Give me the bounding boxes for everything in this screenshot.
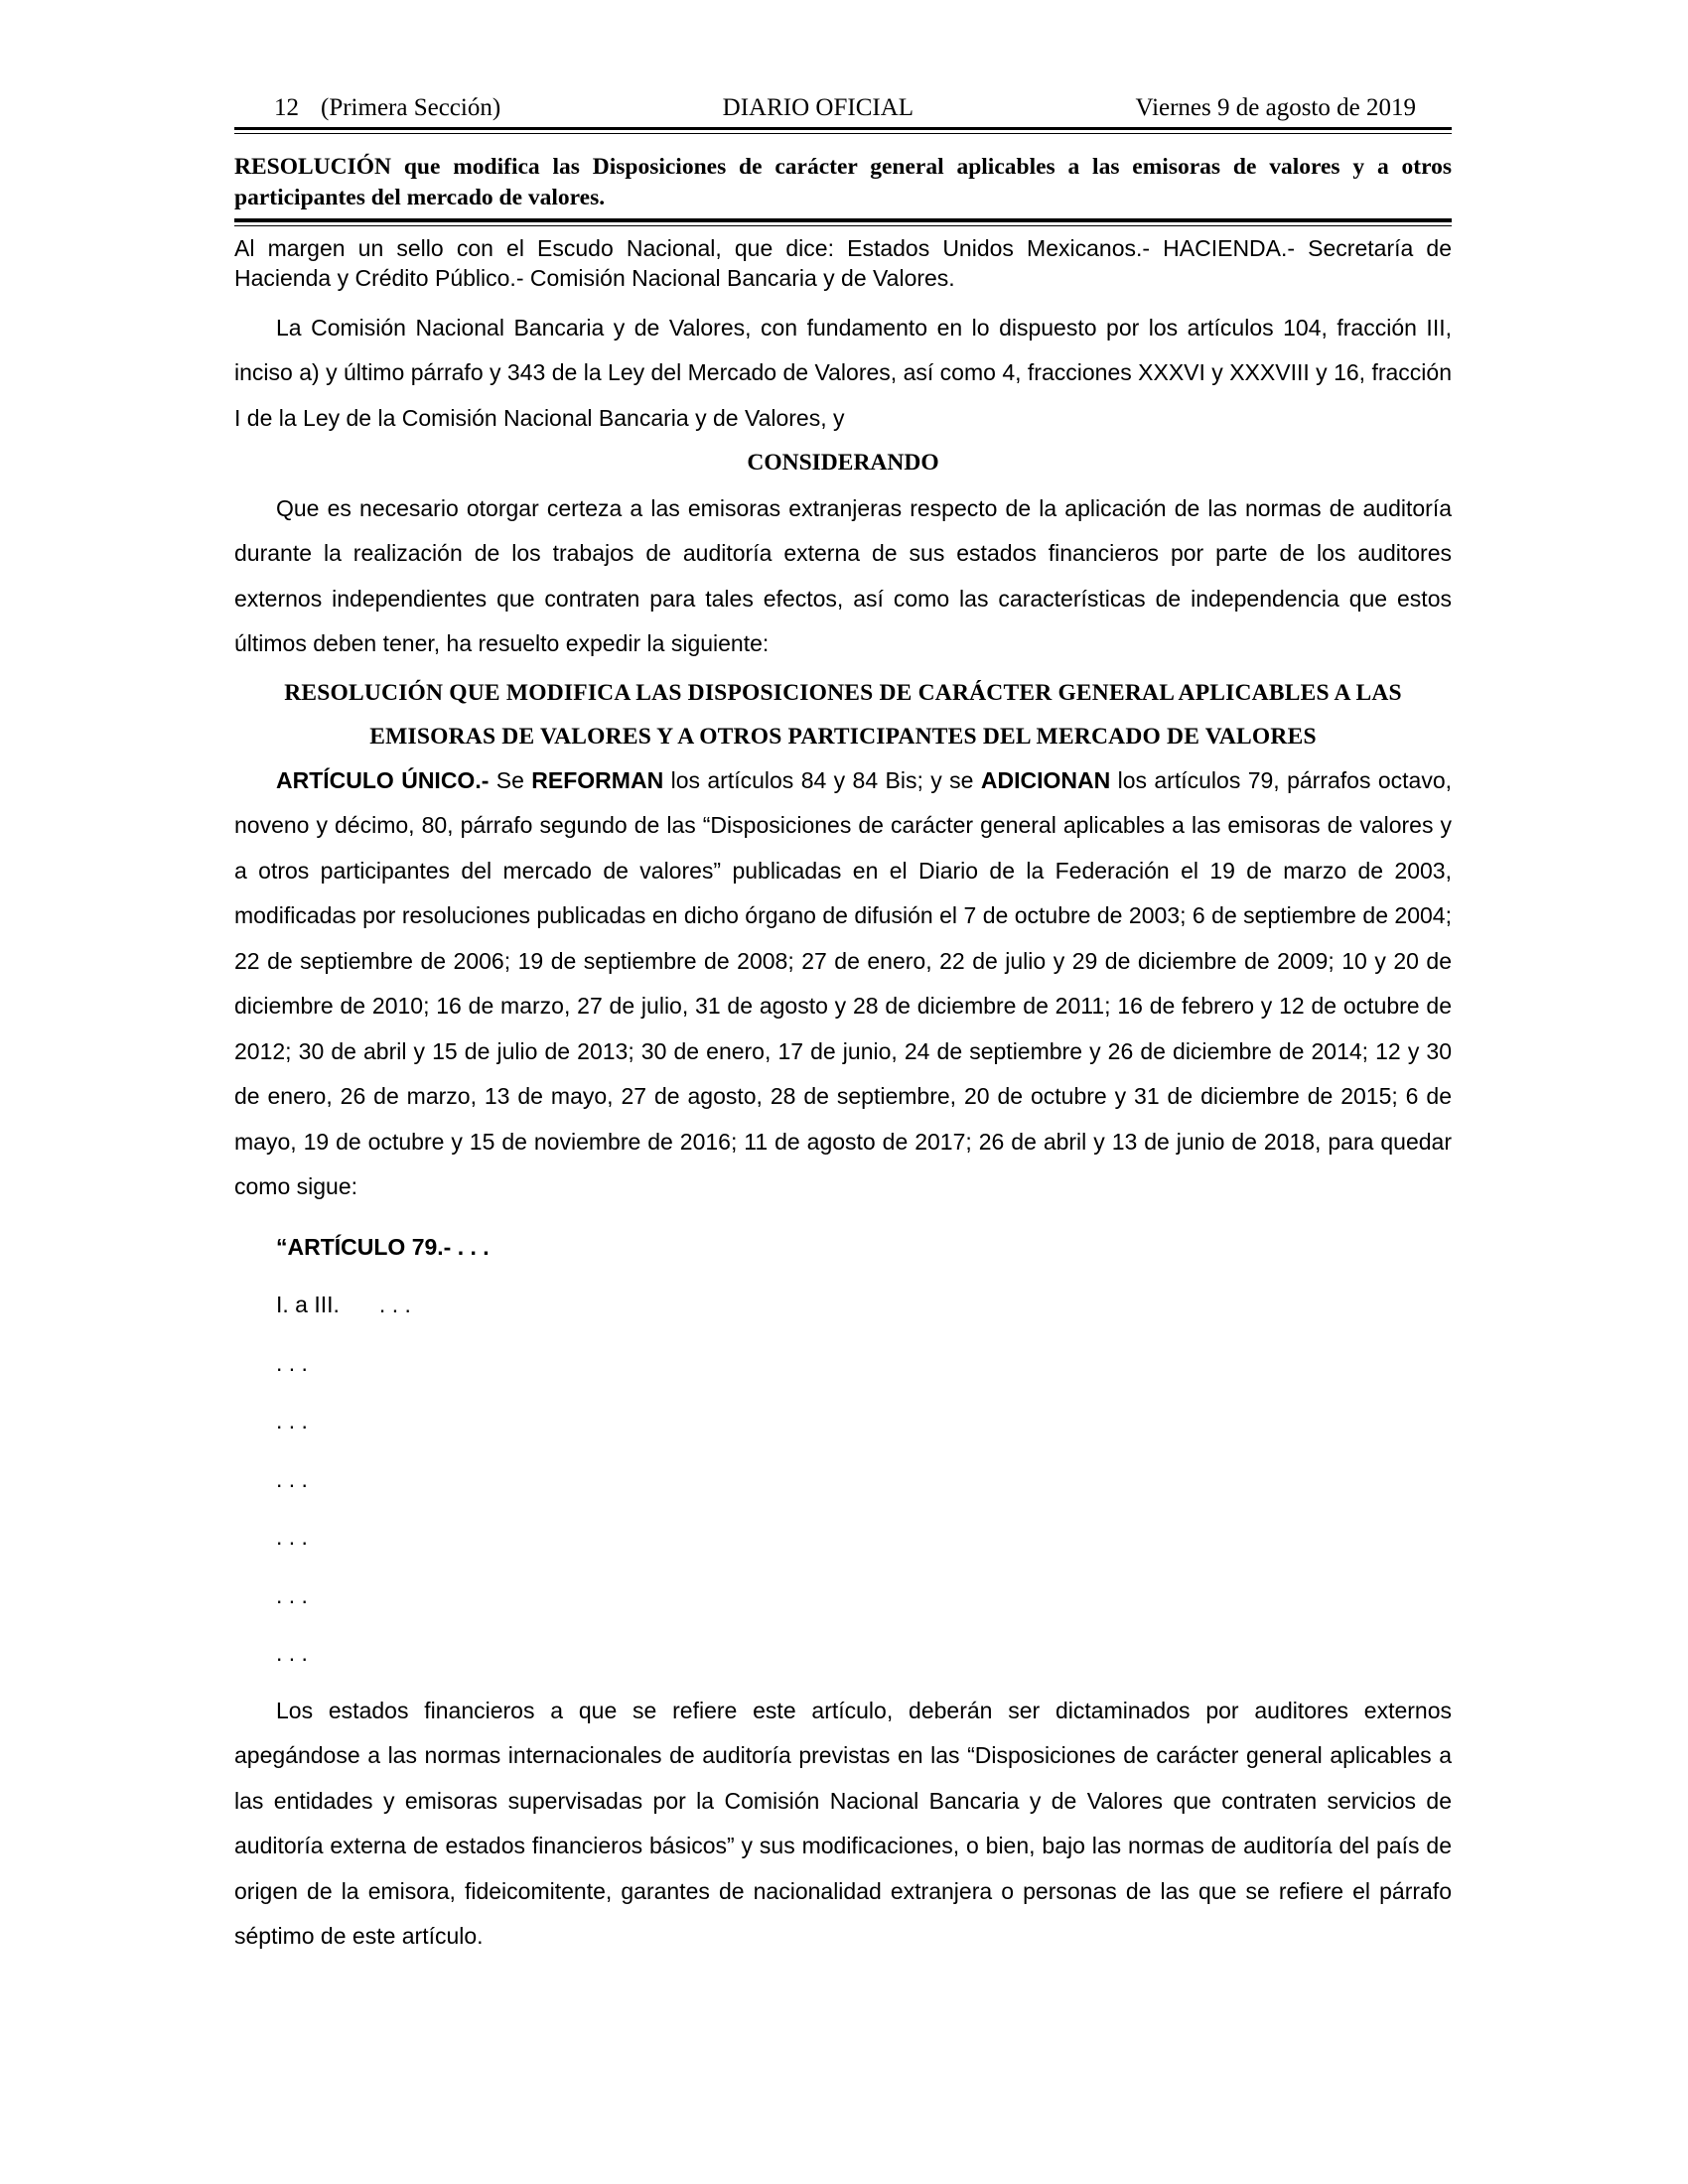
articulo-unico-paragraph	[234, 758, 1452, 1210]
page-header	[234, 93, 1452, 123]
resolution-title: RESOLUCIÓN que modifica las Disposiciones de carácter general aplicables a las emisoras de valores y a otros participantes del mercado de valores.	[234, 154, 1452, 210]
title-rule	[234, 218, 1452, 222]
header-rule-thin	[234, 133, 1452, 134]
adicionan-keyword: ADICIONAN	[980, 766, 1111, 793]
title-rule-thin	[234, 225, 1452, 226]
publication-name: DIARIO OFICIAL	[722, 94, 914, 121]
paragraph-ellipsis: . . .	[276, 1640, 308, 1667]
articulo-79-ellipsis: . . .	[457, 1233, 490, 1260]
fracciones-row	[234, 1276, 1452, 1334]
paragraph-ellipsis: . . .	[276, 1524, 308, 1551]
articulo-79	[234, 1218, 1452, 1683]
paragraph-ellipsis: . . .	[276, 1408, 308, 1434]
articulo-unico-label: ARTÍCULO ÚNICO.-	[276, 766, 490, 793]
articulo-unico-text-1: Se	[489, 766, 532, 793]
intro-paragraph: La Comisión Nacional Bancaria y de Valores, con fundamento en lo dispuesto por los artículos 104, fracción III, inciso a) y último párrafo y 343 de la Ley del Mercado de Valores, así como 4, fracciones XXXVI y XXXVIII y 16, fracción I de la Ley de la Comisión Nacional Bancaria y de Valores, y	[234, 314, 1452, 431]
fracciones-label: I. a III.	[276, 1292, 340, 1318]
header-left	[274, 93, 500, 123]
seal-text: Al margen un sello con el Escudo Nacional, que dice: Estados Unidos Mexicanos.- HACIENDA.- Secretaría de Hacienda y Crédito Público.- Comisión Nacional Bancaria y de Valores.	[234, 235, 1452, 291]
main-heading: RESOLUCIÓN QUE MODIFICA LAS DISPOSICIONES DE CARÁCTER GENERAL APLICABLES A LAS EMISORAS DE VALORES Y A OTROS PARTICIPANTES DEL MERCADO DE VALORES	[284, 679, 1402, 750]
header-rule	[234, 127, 1452, 130]
articulo-79-heading	[234, 1218, 1452, 1277]
paragraph-ellipsis: . . .	[276, 1349, 308, 1376]
considerando-heading: CONSIDERANDO	[747, 450, 939, 477]
considerando-paragraph: Que es necesario otorgar certeza a las emisoras extranjeras respecto de la aplicación de las normas de auditoría durante la realización de los trabajos de auditoría externa de sus estados financieros por parte de los auditores externos independientes que contraten para tales efectos, así como las características de independencia que estos últimos deben tener, ha resuelto expedir la siguiente:	[234, 494, 1452, 657]
articulo-79-label: “ARTÍCULO 79.-	[276, 1233, 452, 1260]
paragraph-ellipsis: . . .	[276, 1465, 308, 1492]
articulo-unico-text-3: los artículos 79, párrafos octavo, noveno y décimo, 80, párrafo segundo de las “Disposiciones de carácter general aplicables a las emisoras de valores y a otros participantes del mercado de valores” publicadas en el Diario de la Federación el 19 de marzo de 2003, modificadas por resoluciones publicadas en dicho órgano de difusión el 7 de octubre de 2003; 6 de septiembre de 2004; 22 de septiembre de 2006; 19 de septiembre de 2008; 27 de enero, 22 de julio y 29 de diciembre de 2009; 10 y 20 de diciembre de 2010; 16 de marzo, 27 de julio, 31 de agosto y 28 de diciembre de 2011; 16 de febrero y 12 de octubre de 2012; 30 de abril y 15 de julio de 2013; 30 de enero, 17 de junio, 24 de septiembre y 26 de diciembre de 2014; 12 y 30 de enero, 26 de marzo, 13 de mayo, 27 de agosto, 28 de septiembre, 20 de octubre y 31 de diciembre de 2015; 6 de mayo, 19 de octubre y 15 de noviembre de 2016; 11 de agosto de 2017; 26 de abril y 13 de junio de 2018, para quedar como sigue:	[234, 766, 1452, 1200]
closing-paragraph: Los estados financieros a que se refiere este artículo, deberán ser dictaminados por auditores externos apegándose a las normas internacionales de auditoría previstas en las “Disposiciones de carácter general aplicables a las entidades y emisoras supervisadas por la Comisión Nacional Bancaria y de Valores que contraten servicios de auditoría externa de estados financieros básicos” y sus modificaciones, o bien, bajo las normas de auditoría del país de origen de la emisora, fideicomitente, garantes de nacionalidad extranjera o personas de las que se refiere el párrafo séptimo de este artículo.	[234, 1697, 1452, 1950]
reforman-keyword: REFORMAN	[531, 766, 664, 793]
fracciones-ellipsis: . . .	[378, 1292, 411, 1318]
page-number: 12	[274, 94, 299, 121]
document-page	[234, 93, 1452, 1960]
articulo-unico-text-2: los artículos 84 y 84 Bis; y se	[663, 766, 981, 793]
section-label: (Primera Sección)	[321, 94, 501, 121]
paragraph-ellipsis: . . .	[276, 1581, 308, 1608]
publication-date: Viernes 9 de agosto de 2019	[1135, 94, 1416, 121]
